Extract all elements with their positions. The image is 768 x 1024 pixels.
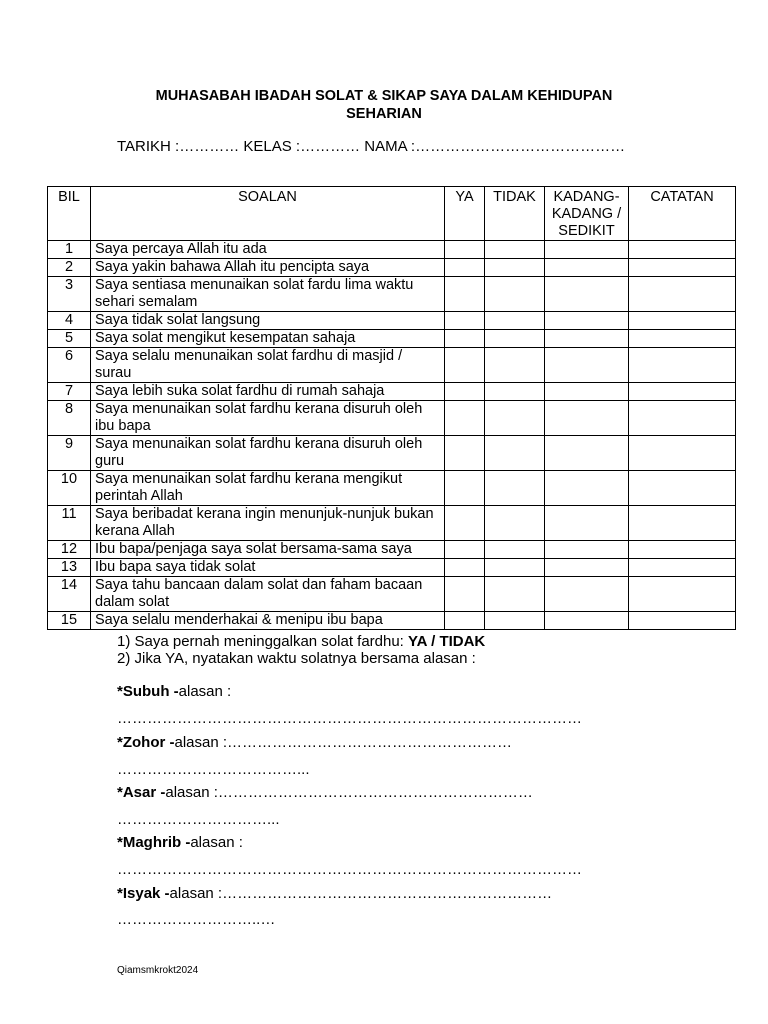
answer-kadang-cell[interactable] (545, 330, 629, 348)
prayer-reason-line (117, 885, 552, 903)
answer-ya-cell[interactable] (445, 312, 485, 330)
question-rows (48, 241, 736, 630)
table-row (48, 241, 736, 259)
prayer-reason-line (117, 784, 533, 802)
reason-label: alasan : (169, 885, 223, 902)
answer-ya-cell[interactable] (445, 241, 485, 259)
row-question: Saya selalu menunaikan solat fardhu di masjid / surau (91, 348, 445, 383)
row-question: Saya solat mengikut kesempatan sahaja (91, 330, 445, 348)
row-question: Saya tidak solat langsung (91, 312, 445, 330)
question-table (47, 186, 736, 630)
catatan-cell[interactable] (629, 559, 736, 577)
reason-blank-line[interactable]: …………………………... (117, 811, 280, 828)
reason-label: alasan : (178, 683, 232, 700)
question-1-text: 1) Saya pernah meninggalkan solat fardhu: (117, 633, 409, 650)
reason-label: alasan : (165, 784, 218, 801)
row-number: 8 (48, 401, 91, 436)
row-question: Ibu bapa saya tidak solat (91, 559, 445, 577)
table-row (48, 559, 736, 577)
document-title-line2: SEHARIAN (346, 106, 422, 122)
row-number: 7 (48, 383, 91, 401)
answer-tidak-cell[interactable] (485, 383, 545, 401)
row-number: 5 (48, 330, 91, 348)
row-question: Saya menunaikan solat fardhu kerana disuruh oleh guru (91, 436, 445, 471)
prayer-reason-line (117, 834, 243, 852)
question-1-options: YA / TIDAK (408, 633, 486, 650)
row-question: Saya menunaikan solat fardhu kerana disuruh oleh ibu bapa (91, 401, 445, 436)
row-number: 2 (48, 259, 91, 277)
table-row (48, 541, 736, 559)
answer-ya-cell[interactable] (445, 577, 485, 612)
catatan-cell[interactable] (629, 259, 736, 277)
row-number: 14 (48, 577, 91, 612)
row-question: Saya percaya Allah itu ada (91, 241, 445, 259)
answer-tidak-cell[interactable] (485, 330, 545, 348)
answer-tidak-cell[interactable] (485, 312, 545, 330)
answer-ya-cell[interactable] (445, 541, 485, 559)
prayer-reason-line (117, 683, 231, 701)
row-number: 15 (48, 612, 91, 630)
row-number: 13 (48, 559, 91, 577)
answer-ya-cell[interactable] (445, 612, 485, 630)
reason-inline-blank[interactable]: ……………………………………………………… (217, 784, 533, 801)
prayer-name: *Maghrib - (117, 834, 191, 851)
answer-ya-cell[interactable] (445, 259, 485, 277)
table-row (48, 612, 736, 630)
reason-blank-line[interactable]: ………………………………………………………………………………… (117, 861, 582, 878)
answer-tidak-cell[interactable] (485, 348, 545, 383)
row-number: 11 (48, 506, 91, 541)
answer-kadang-cell[interactable] (545, 577, 629, 612)
prayer-name: *Subuh - (117, 683, 179, 700)
row-number: 12 (48, 541, 91, 559)
answer-ya-cell[interactable] (445, 436, 485, 471)
table-row (48, 577, 736, 612)
question-2: 2) Jika YA, nyatakan waktu solatnya bersama alasan : (117, 650, 476, 667)
answer-ya-cell[interactable] (445, 559, 485, 577)
answer-kadang-cell[interactable] (545, 241, 629, 259)
catatan-cell[interactable] (629, 277, 736, 312)
catatan-cell[interactable] (629, 612, 736, 630)
row-number: 6 (48, 348, 91, 383)
answer-tidak-cell[interactable] (485, 471, 545, 506)
catatan-cell[interactable] (629, 330, 736, 348)
catatan-cell[interactable] (629, 401, 736, 436)
answer-tidak-cell[interactable] (485, 401, 545, 436)
header-tidak: TIDAK (485, 187, 545, 241)
answer-kadang-cell[interactable] (545, 401, 629, 436)
answer-ya-cell[interactable] (445, 383, 485, 401)
answer-kadang-cell[interactable] (545, 506, 629, 541)
answer-ya-cell[interactable] (445, 401, 485, 436)
question-1 (117, 633, 485, 650)
catatan-cell[interactable] (629, 312, 736, 330)
answer-tidak-cell[interactable] (485, 612, 545, 630)
row-number: 3 (48, 277, 91, 312)
header-ya: YA (445, 187, 485, 241)
table-row (48, 330, 736, 348)
answer-kadang-cell[interactable] (545, 383, 629, 401)
row-question: Ibu bapa/penjaga saya solat bersama-sama saya (91, 541, 445, 559)
answer-ya-cell[interactable] (445, 330, 485, 348)
date-class-name-line: TARIKH :………… KELAS :………… NAMA :…………………………………… (117, 138, 626, 155)
answer-kadang-cell[interactable] (545, 612, 629, 630)
answer-tidak-cell[interactable] (485, 241, 545, 259)
table-row (48, 383, 736, 401)
row-question: Saya tahu bancaan dalam solat dan faham bacaan dalam solat (91, 577, 445, 612)
catatan-cell[interactable] (629, 471, 736, 506)
row-question: Saya yakin bahawa Allah itu pencipta saya (91, 259, 445, 277)
table-row (48, 259, 736, 277)
answer-kadang-cell[interactable] (545, 312, 629, 330)
row-number: 9 (48, 436, 91, 471)
answer-kadang-cell[interactable] (545, 559, 629, 577)
row-number: 10 (48, 471, 91, 506)
catatan-cell[interactable] (629, 577, 736, 612)
answer-tidak-cell[interactable] (485, 506, 545, 541)
reason-label: alasan : (174, 734, 228, 751)
answer-kadang-cell[interactable] (545, 436, 629, 471)
reason-blank-line[interactable]: ………………………………………………………………………………… (117, 710, 582, 727)
answer-ya-cell[interactable] (445, 277, 485, 312)
answer-kadang-cell[interactable] (545, 348, 629, 383)
reason-inline-blank[interactable]: ………………………………………………………… (222, 885, 553, 902)
header-catatan: CATATAN (629, 187, 736, 241)
answer-kadang-cell[interactable] (545, 277, 629, 312)
footer-text: Qiamsmkrokt2024 (117, 965, 199, 976)
catatan-cell[interactable] (629, 383, 736, 401)
header-soalan: SOALAN (91, 187, 445, 241)
table-row (48, 471, 736, 506)
answer-ya-cell[interactable] (445, 348, 485, 383)
table-row (48, 277, 736, 312)
catatan-cell[interactable] (629, 506, 736, 541)
answer-tidak-cell[interactable] (485, 259, 545, 277)
reason-blank-line[interactable]: ………………………..… (117, 911, 276, 928)
document-title-line1: MUHASABAH IBADAH SOLAT & SIKAP SAYA DALAM KEHIDUPAN (155, 88, 613, 104)
answer-ya-cell[interactable] (445, 471, 485, 506)
table-row (48, 436, 736, 471)
header-bil: BIL (48, 187, 91, 241)
prayer-name: *Zohor - (117, 734, 175, 751)
row-question: Saya sentiasa menunaikan solat fardu lima waktu sehari semalam (91, 277, 445, 312)
row-question: Saya selalu menderhakai & menipu ibu bapa (91, 612, 445, 630)
header-kadang: KADANG-KADANG / SEDIKIT (545, 187, 629, 241)
answer-kadang-cell[interactable] (545, 471, 629, 506)
row-number: 4 (48, 312, 91, 330)
answer-tidak-cell[interactable] (485, 559, 545, 577)
catatan-cell[interactable] (629, 541, 736, 559)
answer-tidak-cell[interactable] (485, 541, 545, 559)
row-question: Saya menunaikan solat fardhu kerana mengikut perintah Allah (91, 471, 445, 506)
answer-kadang-cell[interactable] (545, 259, 629, 277)
prayer-reason-line (117, 734, 512, 752)
catatan-cell[interactable] (629, 348, 736, 383)
row-question: Saya beribadat kerana ingin menunjuk-nunjuk bukan kerana Allah (91, 506, 445, 541)
answer-ya-cell[interactable] (445, 506, 485, 541)
catatan-cell[interactable] (629, 436, 736, 471)
answer-tidak-cell[interactable] (485, 436, 545, 471)
table-row (48, 401, 736, 436)
answer-tidak-cell[interactable] (485, 277, 545, 312)
reason-label: alasan : (190, 834, 243, 851)
reason-blank-line[interactable]: ………………………………... (117, 761, 310, 778)
row-number: 1 (48, 241, 91, 259)
answer-kadang-cell[interactable] (545, 541, 629, 559)
catatan-cell[interactable] (629, 241, 736, 259)
reason-inline-blank[interactable]: ………………………………………………… (227, 734, 513, 751)
table-row (48, 312, 736, 330)
answer-tidak-cell[interactable] (485, 577, 545, 612)
table-row (48, 506, 736, 541)
follow-up-questions (117, 633, 485, 667)
prayer-name: *Isyak - (117, 885, 170, 902)
row-question: Saya lebih suka solat fardhu di rumah sahaja (91, 383, 445, 401)
prayer-name: *Asar - (117, 784, 166, 801)
table-row (48, 348, 736, 383)
